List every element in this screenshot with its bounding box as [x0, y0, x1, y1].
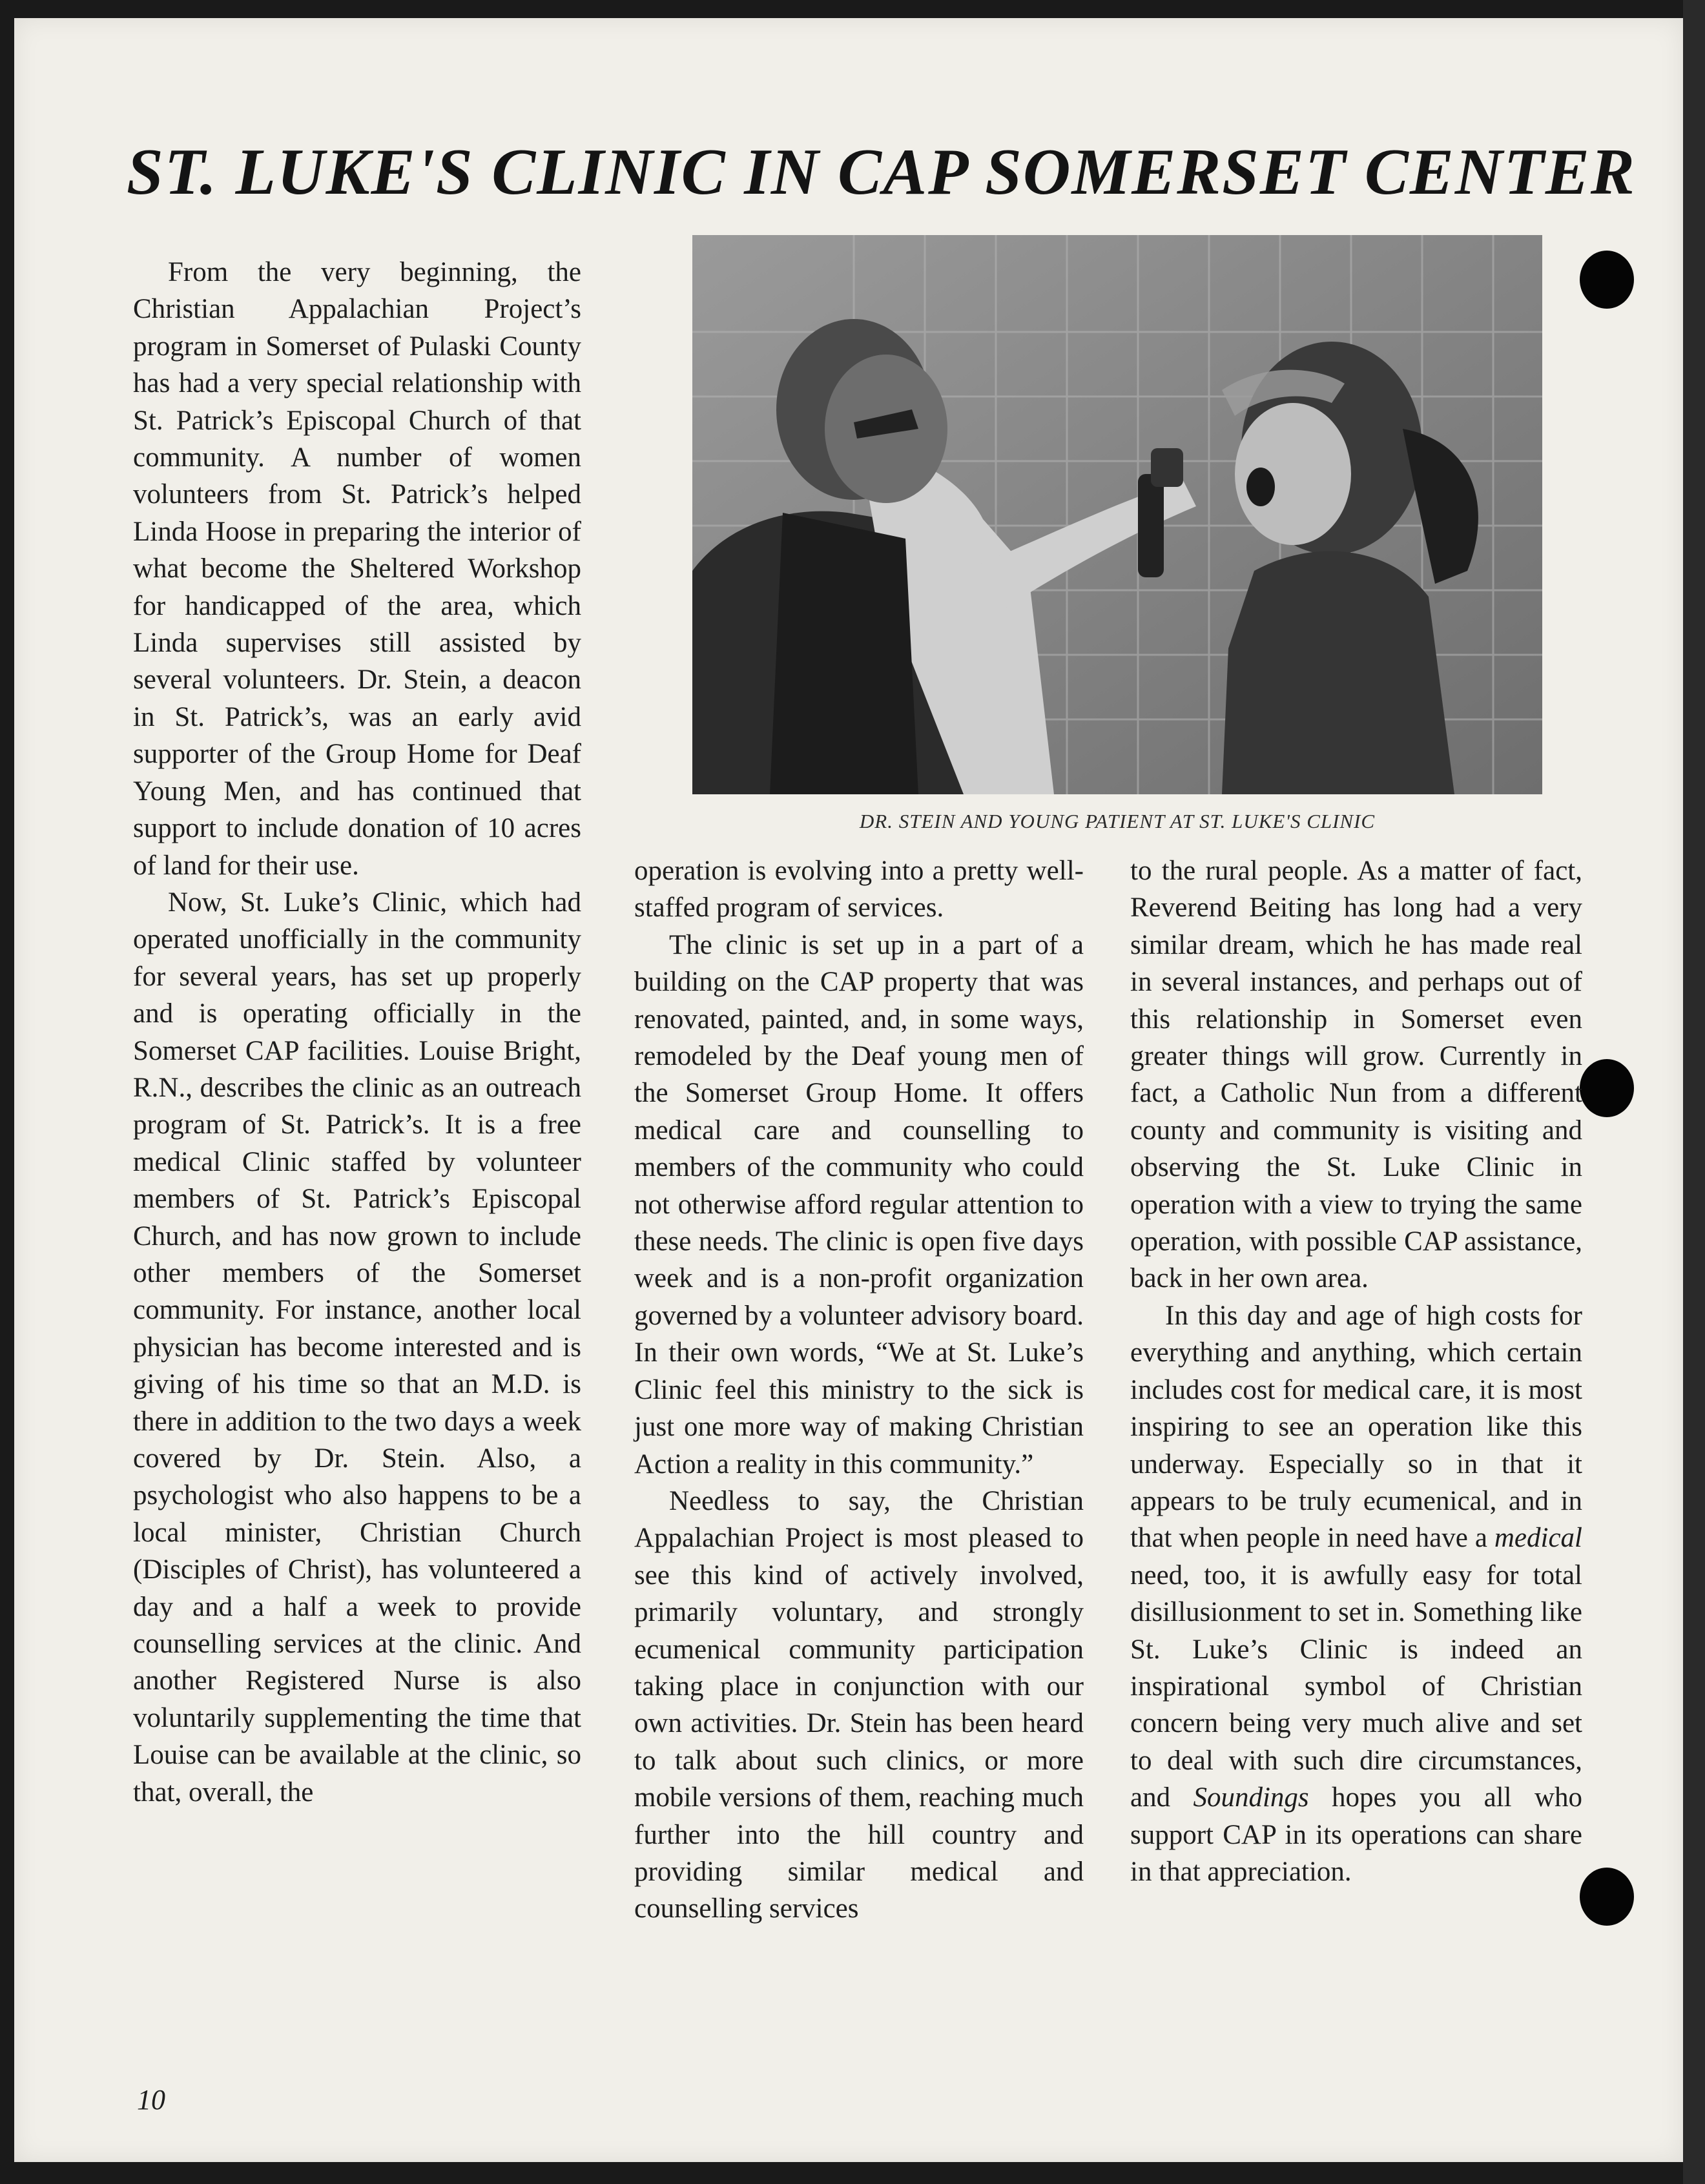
emphasis: medical	[1494, 1523, 1582, 1554]
paragraph: From the very beginning, the Christian Appalachian Project’s program in Somerset of Pulaski County has had a very special relationship with St. Patrick’s Episcopal Church of that community. A number of women volunteers from St. Patrick’s helped Linda Hoose in preparing the interior of what become the Sheltered Workshop for handicapped of the area, which Linda supervises still assisted by several volunteers. Dr. Stein, a deacon in St. Patrick’s, was an early avid supporter of the Group Home for Deaf Young Men, and has continued that support to include donation of 10 acres of land for their use.	[133, 257, 581, 881]
paragraph: Needless to say, the Christian Appalachian Project is most pleased to see this kind of actively involved, primarily voluntary, and strongly ecumenical community participation taking place in conjunction with our own activities. Dr. Stein has been heard to talk about such clinics, or more mobile versions of them, reaching much further into the hill country and providing similar medical and counselling services	[634, 1485, 1084, 1924]
punch-hole	[1580, 1059, 1634, 1117]
text-column-2	[634, 852, 1084, 1928]
scan-edge	[1683, 0, 1705, 2184]
paragraph: operation is evolving into a pretty well-staffed program of services.	[634, 856, 1084, 923]
text-run: hopes you all who support CAP in its operations can share in that appreciation.	[1130, 1782, 1582, 1887]
article-photo	[692, 235, 1542, 794]
paragraph	[1130, 1297, 1582, 1891]
paragraph: The clinic is set up in a part of a building on the CAP property that was renovated, painted, and, in some ways, remodeled by the Deaf young men of the Somerset Group Home. It offers medical care and counselling to members of the community who could not otherwise afford regular attention to these needs. The clinic is open five days week and is a non-profit organization governed by a volunteer advisory board. In their own words, “We at St. Luke’s Clinic feel this ministry to the sick is just one more way of making Christian Action a reality in this community.”	[634, 929, 1084, 1479]
page-number: 10	[137, 2084, 165, 2116]
text-column-1	[133, 254, 581, 1811]
doctor-patient-photo	[692, 235, 1542, 794]
text-run: need, too, it is awfully easy for total disillusionment to set in. Something like St. Luke’s Clinic is indeed an inspirational symbol of Christian concern being very much alive and set to deal with such dire circumstances, and	[1130, 1560, 1582, 1813]
photo-caption: DR. STEIN AND YOUNG PATIENT AT ST. LUKE'S CLINIC	[859, 810, 1376, 832]
text-column-3	[1130, 852, 1582, 1890]
paragraph: Now, St. Luke’s Clinic, which had operated unofficially in the community for several years, has set up properly and is operating officially in the Somerset CAP facilities. Louise Bright, R.N., describes the clinic as an outreach program of St. Patrick’s. It is a free medical Clinic staffed by volunteer members of St. Patrick’s Episcopal Church, and has now grown to include other members of the Somerset community. For instance, another local physician has become interested and is giving of his time so that an M.D. is there in addition to the two days a week covered by Dr. Stein. Also, a psychologist who also happens to be a local minister, Christian Church (Disciples of Christ), has volunteered a day and a half a week to provide counselling services at the clinic. And another Registered Nurse is also voluntarily supplementing the time that Louise can be available at the clinic, so that, overall, the	[133, 887, 581, 1808]
paragraph: to the rural people. As a matter of fact, Reverend Beiting has long had a very similar dream, which he has made real in several instances, and perhaps out of this relationship in Somerset even greater things will grow. Currently in fact, a Catholic Nun from a different county and community is visiting and observing the St. Luke Clinic in operation with a view to trying the same operation, with possible CAP assistance, back in her own area.	[1130, 856, 1582, 1294]
article-title: ST. LUKE'S CLINIC IN CAP SOMERSET CENTER	[127, 136, 1636, 209]
text-run: In this day and age of high costs for everything and anything, which certain includes cost for medical care, it is most inspiring to see an operation like this underway. Especially so in that it appears to be truly ecumenical, and in that when people in need have a	[1130, 1300, 1582, 1554]
punch-hole	[1580, 251, 1634, 309]
punch-hole	[1580, 1868, 1634, 1926]
publication-name: Soundings	[1193, 1782, 1309, 1813]
